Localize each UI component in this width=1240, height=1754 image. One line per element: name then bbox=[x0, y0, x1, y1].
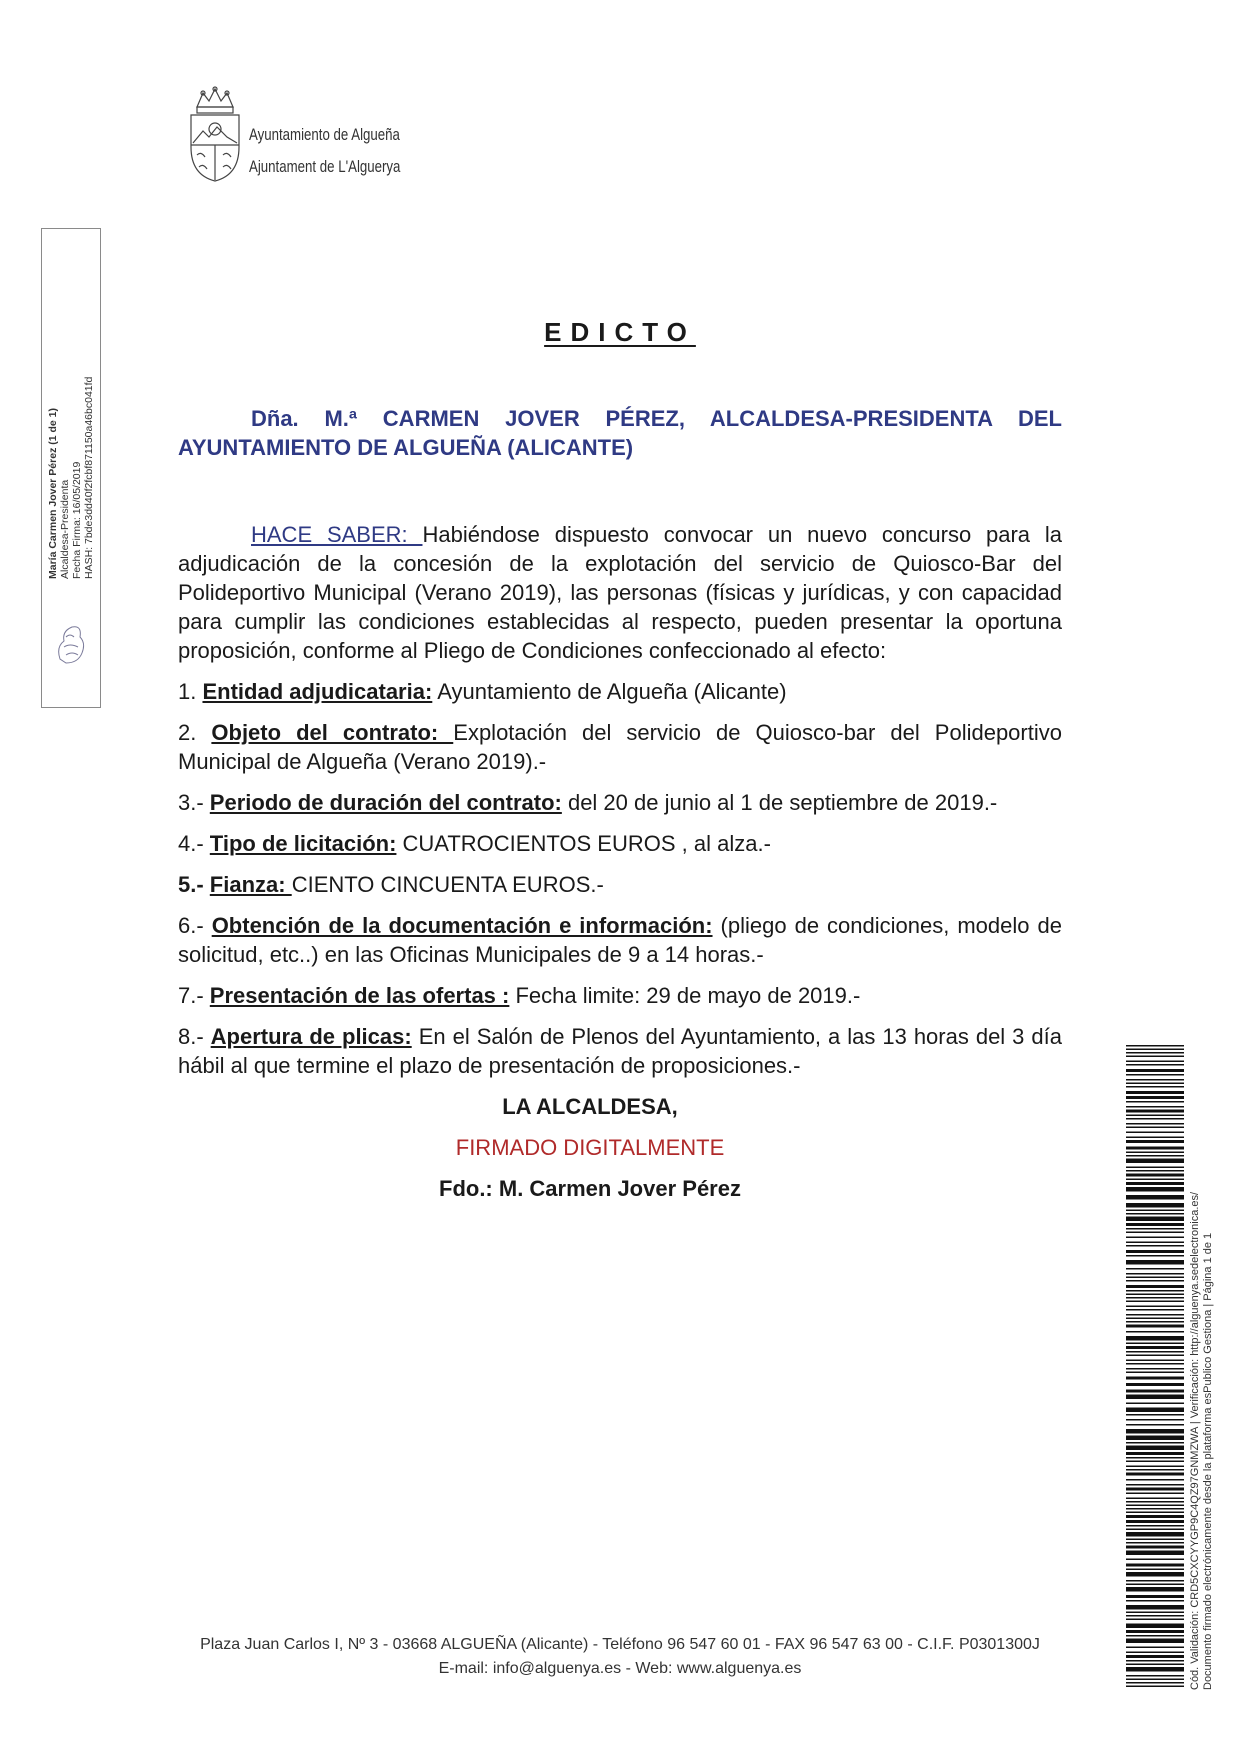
barcode-bar bbox=[1126, 1363, 1184, 1365]
barcode-bar bbox=[1126, 1675, 1184, 1677]
barcode-bar bbox=[1126, 1512, 1184, 1514]
barcode-bar bbox=[1126, 1083, 1184, 1085]
barcode-bar bbox=[1126, 1167, 1184, 1169]
barcode-bar bbox=[1126, 1155, 1184, 1157]
barcode-bar bbox=[1126, 1179, 1184, 1181]
barcode-bar bbox=[1126, 1605, 1184, 1610]
barcode-bar bbox=[1126, 1505, 1184, 1507]
barcode-bar bbox=[1126, 1452, 1184, 1455]
barcode-bar bbox=[1126, 1268, 1184, 1270]
barcode-bar bbox=[1126, 1277, 1184, 1279]
barcode-bar bbox=[1126, 1182, 1184, 1185]
barcode-bar bbox=[1126, 1325, 1184, 1328]
barcode-bar bbox=[1126, 1355, 1184, 1357]
verification-text bbox=[1189, 1030, 1215, 1690]
barcode-bar bbox=[1126, 1074, 1184, 1076]
barcode-bar bbox=[1126, 1612, 1184, 1614]
barcode-bar bbox=[1126, 1187, 1184, 1192]
verification-code: Cód. Validación: CRD5CXCYYGP9C4QZ97GNMZWA | Verificación: http://alguenya.sedelectronica.es/ bbox=[1189, 1191, 1201, 1690]
barcode-bar bbox=[1126, 1635, 1184, 1637]
barcode-bar bbox=[1126, 1551, 1184, 1556]
barcode-bar bbox=[1126, 1559, 1184, 1561]
barcode-bar bbox=[1126, 1539, 1184, 1541]
barcode-bar bbox=[1126, 1290, 1184, 1292]
barcode-bar bbox=[1126, 1228, 1184, 1230]
barcode-bar bbox=[1126, 1118, 1184, 1120]
barcode-bar bbox=[1126, 1647, 1184, 1649]
barcode-bar bbox=[1126, 1106, 1184, 1108]
barcode-bar bbox=[1126, 1461, 1184, 1463]
barcode-bar bbox=[1126, 1242, 1184, 1244]
barcode-bar bbox=[1126, 1210, 1184, 1212]
barcode-bar bbox=[1126, 1061, 1184, 1063]
barcode-bar bbox=[1126, 1309, 1184, 1311]
signature-date: Fecha Firma: 16/05/2019 bbox=[71, 461, 83, 579]
list-item: 2. Objeto del contrato: Explotación del servicio de Quiosco-bar del Polideportivo Municipal de Algueña (Verano 2019).- bbox=[178, 720, 1062, 774]
barcode-bar bbox=[1126, 1260, 1184, 1265]
barcode-bar bbox=[1126, 1137, 1184, 1139]
barcode-bar bbox=[1126, 1115, 1184, 1117]
barcode-bar bbox=[1126, 1321, 1184, 1323]
barcode-bar bbox=[1126, 1147, 1184, 1150]
barcode-bar bbox=[1126, 1351, 1184, 1353]
signature-name: Fdo.: M. Carmen Jover Pérez bbox=[439, 1176, 741, 1201]
barcode-bar bbox=[1126, 1655, 1184, 1658]
barcode-bar bbox=[1126, 1152, 1184, 1154]
barcode-bar bbox=[1126, 1203, 1184, 1208]
barcode-bar bbox=[1126, 1079, 1184, 1081]
barcode-bar bbox=[1126, 1508, 1184, 1510]
barcode-bar bbox=[1126, 1403, 1184, 1405]
barcode-bar bbox=[1126, 1520, 1184, 1523]
barcode-bar bbox=[1126, 1667, 1184, 1672]
barcode-bar bbox=[1126, 1580, 1184, 1582]
barcode-bar bbox=[1126, 1395, 1184, 1400]
barcode-bar bbox=[1126, 1424, 1184, 1426]
barcode-bar bbox=[1126, 1429, 1184, 1434]
barcode-bar bbox=[1126, 1572, 1184, 1577]
barcode-bar bbox=[1126, 1360, 1184, 1362]
barcode-bar bbox=[1126, 1237, 1184, 1239]
list-item: 5.- Fianza: CIENTO CINCUENTA EUROS.- bbox=[178, 872, 604, 897]
barcode-bar bbox=[1126, 1213, 1184, 1215]
barcode-bar bbox=[1126, 1285, 1184, 1288]
barcode-bar bbox=[1126, 1096, 1184, 1099]
barcode-bar bbox=[1126, 1466, 1184, 1468]
signature-stamp-text bbox=[47, 234, 95, 579]
barcode-bar bbox=[1126, 1346, 1184, 1349]
intro-text: Habiéndose dispuesto convocar un nuevo concurso para la adjudicación de la concesión de la explotación del servicio de Quiosco-Bar del Polideportivo Municipal (Verano 2019), las personas (físicas y jurídicas, y con capacidad para cumplir las condiciones establecidas al respecto, pueden presentar la oportuna proposición, conforme al Pliego de Condiciones confeccionado al efecto: bbox=[178, 522, 1062, 663]
barcode-bar bbox=[1126, 1584, 1184, 1586]
barcode-bar bbox=[1126, 1069, 1184, 1072]
org-name-valencian: Ajuntament de L'Alguerya bbox=[249, 157, 401, 176]
barcode-bar bbox=[1126, 1132, 1184, 1134]
barcode-bar bbox=[1126, 1052, 1184, 1054]
barcode-bar bbox=[1126, 1532, 1184, 1537]
barcode-bar bbox=[1126, 1564, 1184, 1567]
footer-contact: E-mail: info@alguenya.es - Web: www.alguenya.es bbox=[438, 1660, 802, 1677]
barcode-bar bbox=[1126, 1336, 1184, 1341]
list-item: 4.- Tipo de licitación: CUATROCIENTOS EUROS , al alza.- bbox=[178, 831, 771, 856]
barcode-bar bbox=[1126, 1587, 1184, 1592]
barcode-bar bbox=[1126, 1377, 1184, 1380]
barcode-bar bbox=[1126, 1217, 1184, 1222]
barcode-bar bbox=[1126, 1660, 1184, 1662]
barcode-bar bbox=[1126, 1498, 1184, 1500]
barcode-bar bbox=[1126, 1110, 1184, 1113]
barcode-bar bbox=[1126, 1686, 1184, 1688]
barcode-bar bbox=[1126, 1223, 1184, 1226]
barcode-bar bbox=[1126, 1442, 1184, 1444]
barcode-bar bbox=[1126, 1630, 1184, 1633]
barcode-bar bbox=[1126, 1174, 1184, 1177]
barcode-bar bbox=[1126, 1479, 1184, 1481]
barcode-bar bbox=[1126, 1488, 1184, 1491]
org-name-spanish: Ayuntamiento de Algueña bbox=[249, 125, 400, 144]
barcode-bar bbox=[1126, 1469, 1184, 1471]
barcode-bar bbox=[1126, 1372, 1184, 1374]
list-item: 8.- Apertura de plicas: En el Salón de Plenos del Ayuntamiento, a las 13 horas del 3 día hábil al que termine el plazo de presentación de proposiciones.- bbox=[178, 1024, 1062, 1078]
barcode-bar bbox=[1126, 1056, 1184, 1058]
document-heading: Dña. M.ª CARMEN JOVER PÉREZ, ALCALDESA-PRESIDENTA DEL AYUNTAMIENTO DE ALGUEÑA (ALICANTE) bbox=[178, 406, 1062, 460]
signer-name: María Carmen Jover Pérez (1 de 1) bbox=[47, 408, 59, 579]
barcode-bar bbox=[1126, 1682, 1184, 1684]
barcode-bar bbox=[1126, 1343, 1184, 1345]
barcode-bar bbox=[1126, 1484, 1184, 1486]
barcode-bar bbox=[1126, 1595, 1184, 1598]
signature-stamp bbox=[41, 228, 101, 708]
barcode-bar bbox=[1126, 1414, 1184, 1416]
barcode-bar bbox=[1126, 1419, 1184, 1421]
barcode-bar bbox=[1126, 1280, 1184, 1282]
barcode-bar bbox=[1126, 1542, 1184, 1544]
barcode-bar bbox=[1126, 1569, 1184, 1571]
barcode-bar bbox=[1126, 1639, 1184, 1644]
barcode-bar bbox=[1126, 1615, 1184, 1617]
barcode-bar bbox=[1126, 1140, 1184, 1143]
barcode-bar bbox=[1126, 1318, 1184, 1320]
verification-platform: Documento firmado electrónicamente desde la plataforma esPublico Gestiona | Página 1 de 1 bbox=[1202, 1232, 1214, 1690]
barcode-bar bbox=[1126, 1679, 1184, 1681]
barcode-bar bbox=[1126, 1301, 1184, 1303]
barcode-bar bbox=[1126, 1091, 1184, 1094]
intro-paragraph bbox=[178, 520, 1062, 665]
signature-seal-icon bbox=[52, 619, 90, 667]
barcode-bar bbox=[1126, 1170, 1184, 1172]
barcode-bar bbox=[1126, 1306, 1184, 1308]
barcode-bar bbox=[1126, 1294, 1184, 1296]
footer-address: Plaza Juan Carlos I, Nº 3 - 03668 ALGUEÑA (Alicante) - Teléfono 96 547 60 01 - FAX 96 547 63 00 - C.I.F. P0301300J bbox=[200, 1636, 1040, 1653]
barcode-bar bbox=[1126, 1501, 1184, 1503]
barcode-bar bbox=[1126, 1159, 1184, 1164]
validation-barcode bbox=[1126, 1045, 1184, 1690]
barcode-bar bbox=[1126, 1232, 1184, 1234]
barcode-bar bbox=[1126, 1250, 1184, 1253]
barcode-bar bbox=[1126, 1515, 1184, 1518]
barcode-bar bbox=[1126, 1127, 1184, 1129]
barcode-bar bbox=[1126, 1493, 1184, 1495]
barcode-bar bbox=[1126, 1383, 1184, 1386]
list-item: 3.- Periodo de duración del contrato: del 20 de junio al 1 de septiembre de 2019.- bbox=[178, 790, 998, 815]
signature-role: LA ALCALDESA, bbox=[502, 1094, 678, 1119]
barcode-bar bbox=[1126, 1664, 1184, 1666]
barcode-bar bbox=[1126, 1086, 1184, 1088]
barcode-bar bbox=[1126, 1297, 1184, 1299]
barcode-bar bbox=[1126, 1473, 1184, 1476]
barcode-bar bbox=[1126, 1045, 1184, 1047]
barcode-bar bbox=[1126, 1314, 1184, 1316]
document-title: EDICTO bbox=[544, 317, 696, 347]
list-item: 7.- Presentación de las ofertas : Fecha limite: 29 de mayo de 2019.- bbox=[178, 983, 861, 1008]
barcode-bar bbox=[1126, 1064, 1184, 1066]
barcode-bar bbox=[1126, 1255, 1184, 1257]
list-item: 6.- Obtención de la documentación e información: (pliego de condiciones, modelo de solicitud, etc..) en las Oficinas Municipales de 9 a 14 horas.- bbox=[178, 913, 1062, 967]
barcode-bar bbox=[1126, 1408, 1184, 1413]
barcode-bar bbox=[1126, 1123, 1184, 1125]
barcode-bar bbox=[1126, 1624, 1184, 1629]
barcode-bar bbox=[1126, 1368, 1184, 1370]
barcode-bar bbox=[1126, 1101, 1184, 1103]
barcode-bar bbox=[1126, 1195, 1184, 1200]
barcode-bar bbox=[1126, 1436, 1184, 1441]
signer-role: Alcaldesa-Presidenta bbox=[59, 479, 71, 579]
barcode-bar bbox=[1126, 1273, 1184, 1275]
barcode-bar bbox=[1126, 1529, 1184, 1531]
barcode-bar bbox=[1126, 1457, 1184, 1459]
municipal-coat-of-arms-logo bbox=[185, 85, 245, 185]
digitally-signed-note: FIRMADO DIGITALMENTE bbox=[455, 1135, 725, 1160]
barcode-bar bbox=[1126, 1446, 1184, 1451]
barcode-bar bbox=[1126, 1245, 1184, 1247]
barcode-bar bbox=[1126, 1331, 1184, 1333]
barcode-bar bbox=[1126, 1600, 1184, 1602]
document-body bbox=[178, 404, 1062, 1203]
signature-hash: HASH: 7bde3dd40f2fcbf871150a46bc041fd bbox=[83, 376, 95, 579]
barcode-bar bbox=[1126, 1390, 1184, 1393]
barcode-bar bbox=[1126, 1546, 1184, 1549]
barcode-bar bbox=[1126, 1049, 1184, 1051]
barcode-bar bbox=[1126, 1619, 1184, 1621]
barcode-bar bbox=[1126, 1652, 1184, 1654]
list-item: 1. Entidad adjudicataria: Ayuntamiento de Algueña (Alicante) bbox=[178, 679, 787, 704]
barcode-bar bbox=[1126, 1525, 1184, 1527]
intro-lead: HACE SABER: bbox=[251, 522, 423, 547]
